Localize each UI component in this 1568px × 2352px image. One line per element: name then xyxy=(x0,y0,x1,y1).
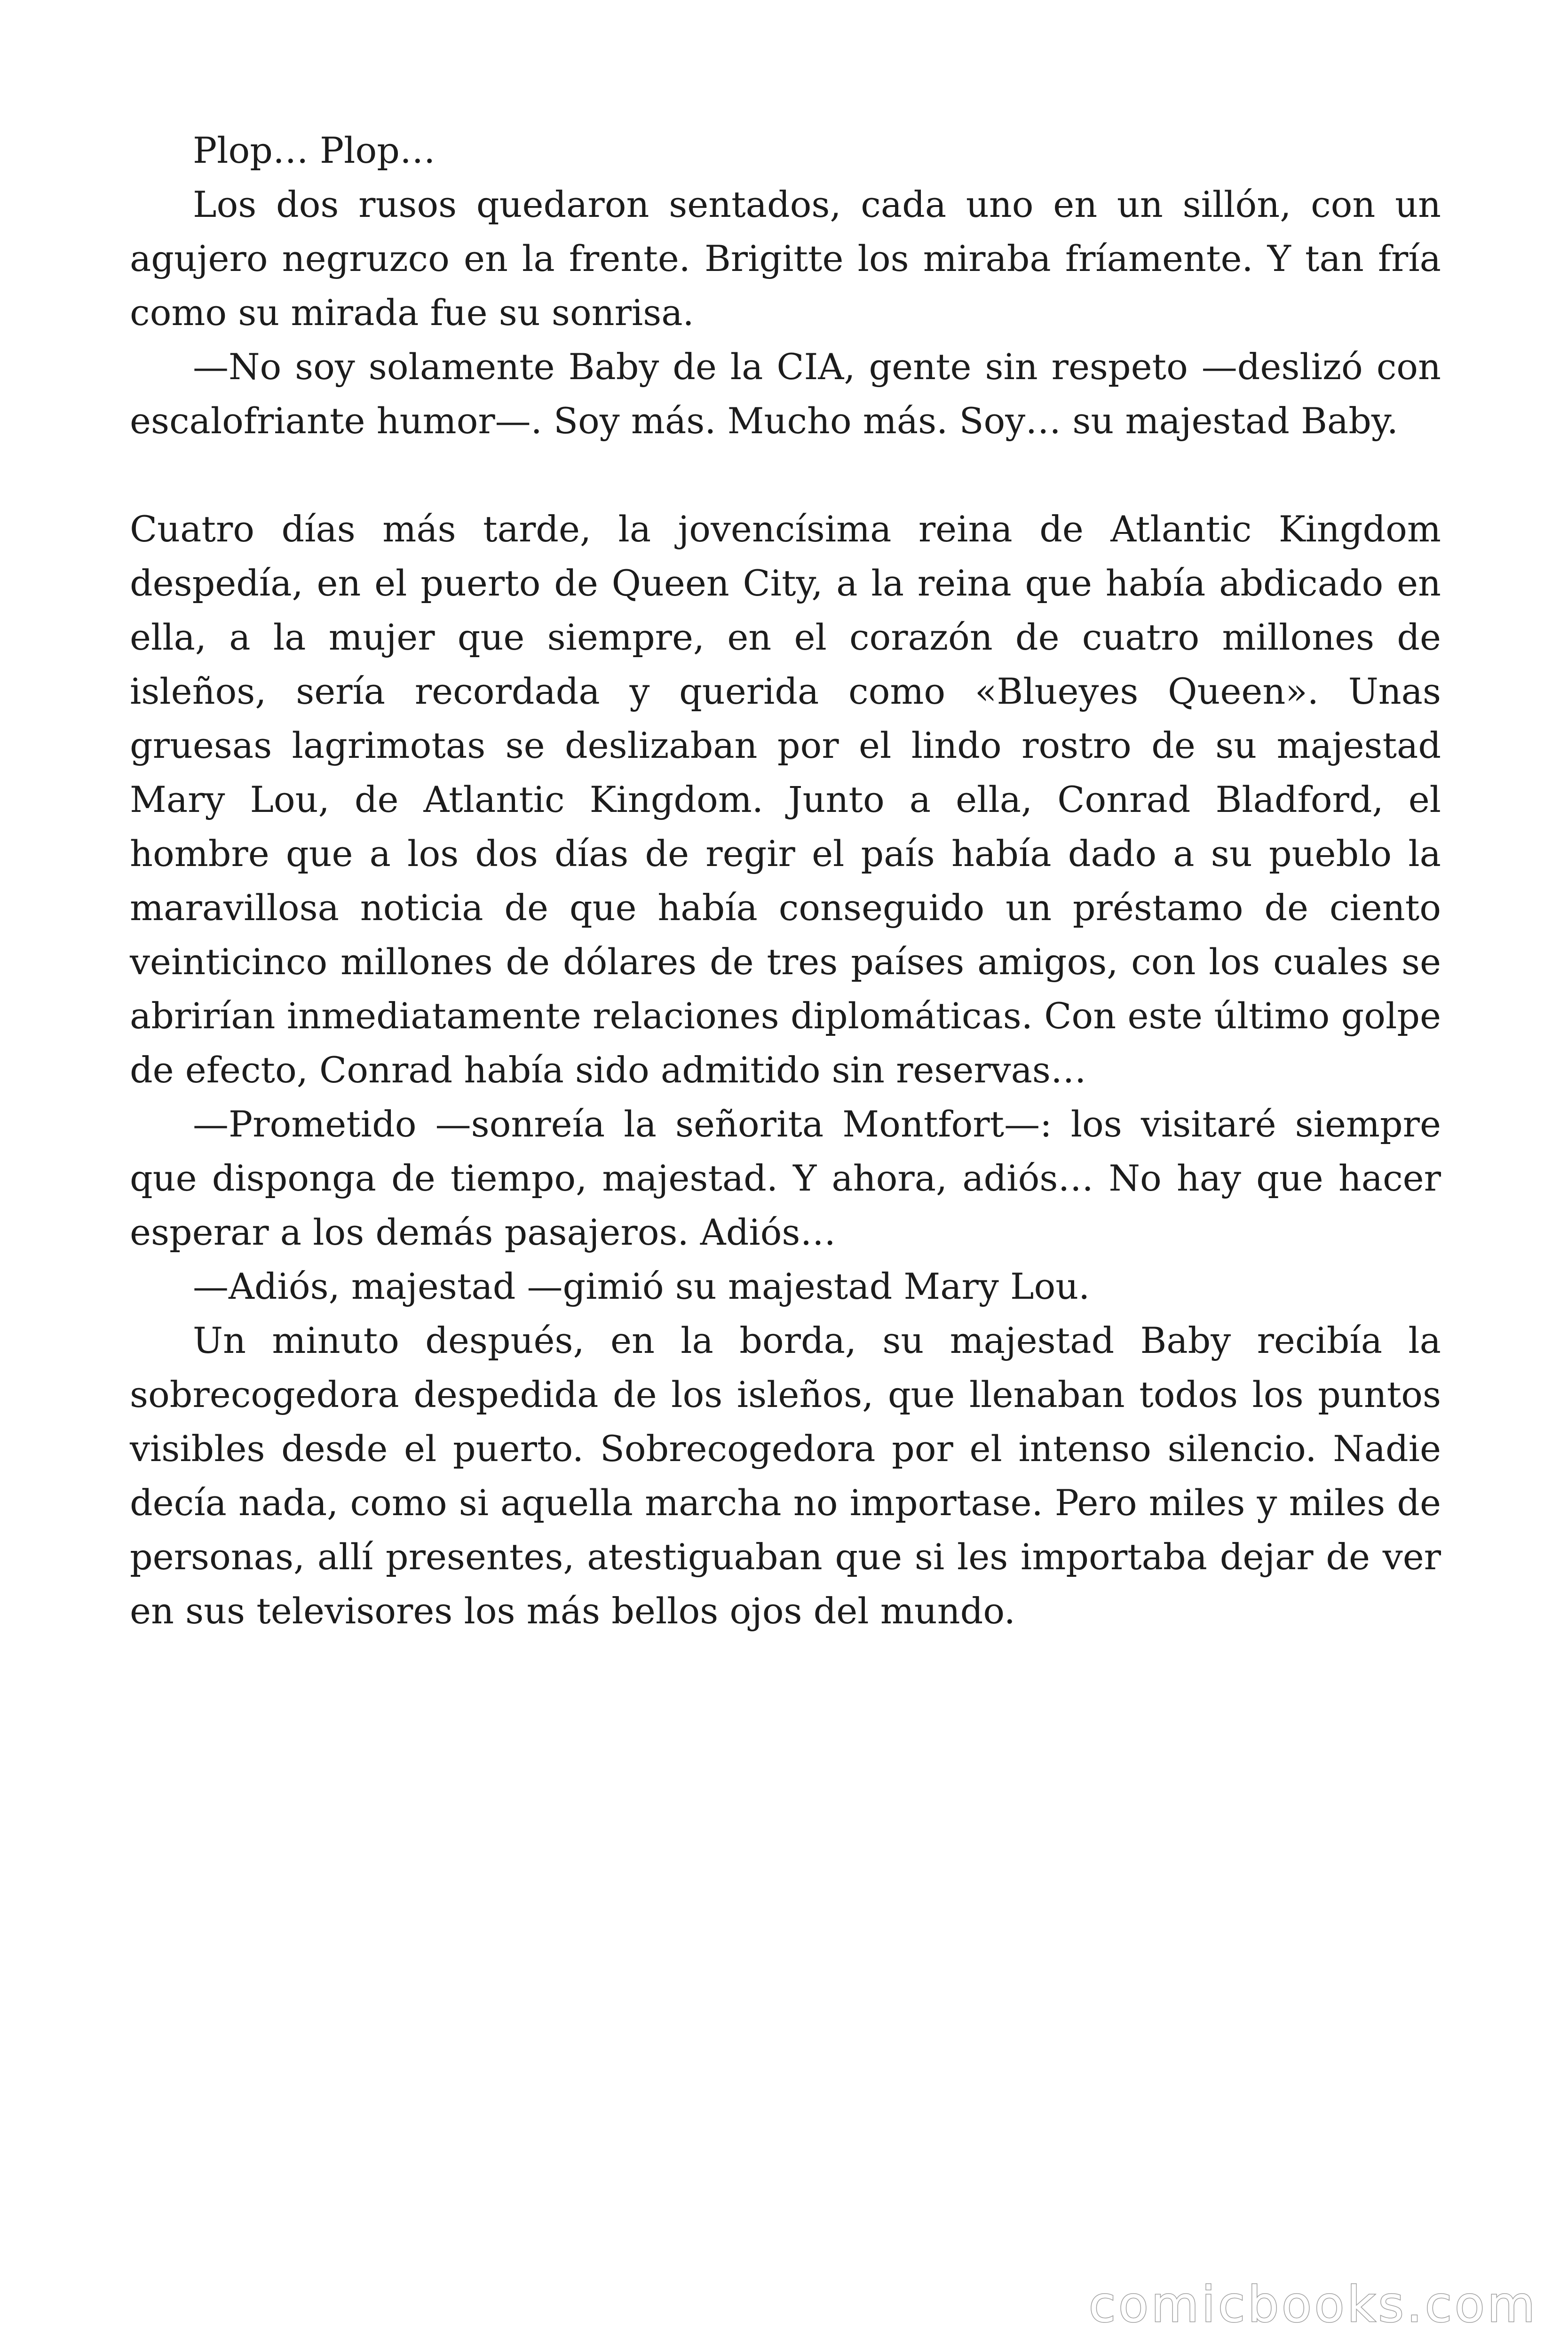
paragraph: Cuatro días más tarde, la jovencísima reina de Atlantic Kingdom despedía, en el puerto de Queen City, a la reina que había abdicado en ella, a la mujer que siempre, en el corazón de cuatro millones de isleños, sería recordada y querida como «Blueyes Queen». Unas gruesas lagrimotas se deslizaban por el lindo rostro de su majestad Mary Lou, de Atlantic Kingdom. Junto a ella, Conrad Bladford, el hombre que a los dos días de regir el país había dado a su pueblo la maravillosa noticia de que había conseguido un préstamo de ciento veinticinco millones de dólares de tres países amigos, con los cuales se abrirían inmediatamente relaciones diplomáticas. Con este último golpe de efecto, Conrad había sido admitido sin reservas… xyxy=(130,508,1441,1091)
paragraph: —Adiós, majestad —gimió su majestad Mary Lou. xyxy=(193,1265,1090,1307)
section-break xyxy=(130,448,1441,502)
watermark: comicbooks.com xyxy=(1088,2276,1538,2333)
paragraph: —Prometido —sonreía la señorita Montfort—: los visitaré siempre que disponga de tiempo, majestad. Y ahora, adiós… No hay que hacer esperar a los demás pasajeros. Adiós… xyxy=(130,1103,1441,1253)
paragraph: Un minuto después, en la borda, su majestad Baby recibía la sobrecogedora despedida de los isleños, que llenaban todos los puntos visibles desde el puerto. Sobrecogedora por el intenso silencio. Nadie decía nada, como si aquella marcha no importase. Pero miles y miles de personas, allí presentes, atestiguaban que si les importaba dejar de ver en sus televisores los más bellos ojos del mundo. xyxy=(130,1319,1441,1632)
paragraph: Los dos rusos quedaron sentados, cada uno en un sillón, con un agujero negruzco en la frente. Brigitte los miraba fríamente. Y tan fría como su mirada fue su sonrisa. xyxy=(130,183,1441,334)
paragraph: Plop… Plop… xyxy=(193,129,436,171)
paragraph: —No soy solamente Baby de la CIA, gente sin respeto —deslizó con escalofriante humor—. Soy más. Mucho más. Soy… su majestad Baby. xyxy=(130,346,1441,442)
body-text xyxy=(130,123,1441,1638)
